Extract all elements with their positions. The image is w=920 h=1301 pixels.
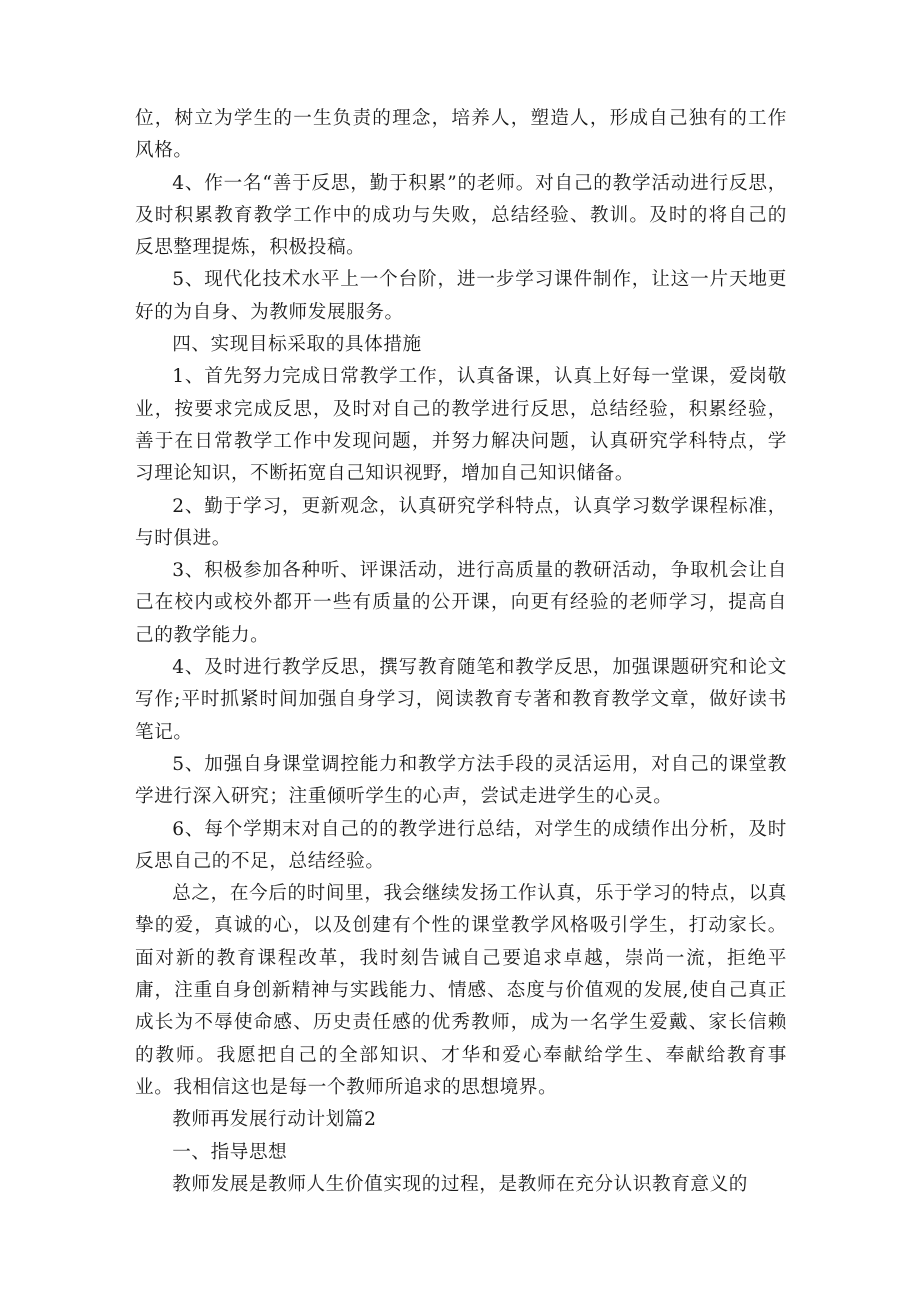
- paragraph-measure-4: 4、及时进行教学反思，撰写教育随笔和教学反思，加强课题研究和论文写作;平时抓紧时间加强自身学习，阅读教育专著和教育教学文章，做好读书笔记。: [135, 657, 787, 743]
- document-page: [135, 103, 787, 1201]
- article-title-part-2: 教师再发展行动计划篇2: [172, 1109, 377, 1131]
- paragraph-summary: 总之，在今后的时间里，我会继续发扬工作认真，乐于学习的特点，以真挚的爱，真诚的心，以及创建有个性的课堂教学风格吸引学生，打动家长。面对新的教育课程改革，我时刻告诫自己要追求卓越，崇尚一流，拒绝平庸，注重自身创新精神与实践能力、情感、态度与价值观的发展,使自己真正成长为不辱使命感、历史责任感的优秀教师，成为一名学生爱戴、家长信赖的教师。我愿把自己的全部知识、才华和爱心奉献给学生、奉献给教育事业。我相信这也是每一个教师所追求的思想境界。: [135, 883, 787, 1098]
- paragraph-goal-4: 4、作一名“善于反思，勤于积累”的老师。对自己的教学活动进行反思，及时积累教育教学工作中的成功与失败，总结经验、教训。及时的将自己的反思整理提炼，积极投稿。: [135, 172, 787, 259]
- section-heading-measures: 四、实现目标采取的具体措施: [172, 334, 422, 356]
- paragraph-measure-5: 5、加强自身课堂调控能力和教学方法手段的灵活运用，对自己的课堂教学进行深入研究；注重倾听学生的心声，尝试走进学生的心灵。: [135, 753, 787, 808]
- paragraph-measure-6: 6、每个学期末对自己的的教学进行总结，对学生的成绩作出分析，及时反思自己的不足，总结经验。: [135, 818, 787, 872]
- paragraph-measure-1: 1、首先努力完成日常教学工作，认真备课，认真上好每一堂课，爱岗敬业，按要求完成反思，及时对自己的教学进行反思，总结经验，积累经验，善于在日常教学工作中发现问题，并努力解决问题，认真研究学科特点，学习理论知识，不断拓宽自己知识视野，增加自己知识储备。: [135, 366, 787, 485]
- paragraph-measure-3: 3、积极参加各种听、评课活动，进行高质量的教研活动，争取机会让自己在校内或校外都开一些有质量的公开课，向更有经验的老师学习，提高自己的教学能力。: [135, 560, 787, 646]
- paragraph-measure-2: 2、勤于学习，更新观念，认真研究学科特点，认真学习数学课程标准，与时俱进。: [135, 495, 787, 549]
- paragraph-teacher-development: 教师发展是教师人生价值实现的过程，是教师在充分认识教育意义的: [172, 1173, 749, 1195]
- section-heading-guiding-ideology: 一、指导思想: [172, 1141, 288, 1163]
- paragraph-continuation: 位，树立为学生的一生负责的理念，培养人，塑造人，形成自己独有的工作风格。: [135, 108, 787, 162]
- paragraph-goal-5: 5、现代化技术水平上一个台阶，进一步学习课件制作，让这一片天地更好的为自身、为教师发展服务。: [135, 269, 787, 323]
